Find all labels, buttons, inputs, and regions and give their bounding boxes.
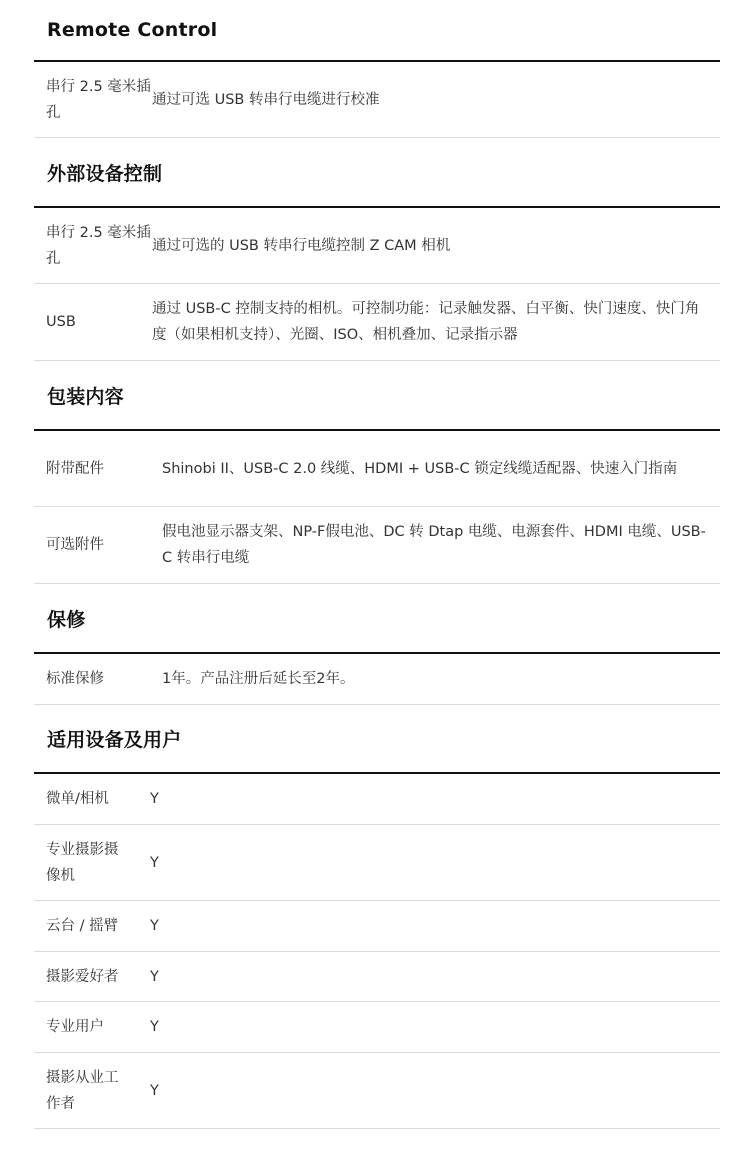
spec-value: 通过可选的 USB 转串行电缆控制 Z CAM 相机 [152,237,451,254]
section-applicable-users [34,705,720,1129]
spec-row [34,507,720,584]
spec-label: 微单/相机 [46,791,109,807]
spec-label: 串行 2.5 毫米插孔 [46,224,151,267]
spec-row [34,431,720,507]
section-title: Remote Control [34,0,720,62]
spec-label: 可选附件 [46,537,104,553]
spec-value: Y [150,918,159,934]
spec-value: 1年。产品注册后延长至2年。 [162,671,355,687]
spec-row [34,208,720,284]
spec-label: USB [46,314,76,330]
spec-value: Y [150,854,159,871]
spec-label: 标准保修 [46,671,104,687]
spec-value: 假电池显示器支架、NP-F假电池、DC 转 Dtap 电缆、电源套件、HDMI 电缆、USB-C 转串行电缆 [162,524,706,566]
spec-row [34,1002,720,1053]
spec-row [34,284,720,361]
spec-row [34,952,720,1002]
section-external-control [34,138,720,361]
spec-value: Y [150,1082,159,1099]
spec-value: 通过可选 USB 转串行电缆进行校准 [152,91,380,108]
section-title: 适用设备及用户 [34,705,720,774]
section-package-contents [34,361,720,584]
spec-value: 通过 USB-C 控制支持的相机。可控制功能：记录触发器、白平衡、快门速度、快门角度（如果相机支持）、光圈、ISO、相机叠加、记录指示器 [152,301,700,343]
spec-label: 云台 / 摇臂 [46,918,119,934]
spec-label: 专业用户 [46,1019,104,1035]
section-title: 保修 [34,584,720,654]
spec-row [34,825,720,901]
spec-label: 串行 2.5 毫米插孔 [46,78,151,121]
section-warranty [34,584,720,705]
spec-value: Y [150,1019,159,1035]
spec-label: 摄影爱好者 [46,968,119,985]
section-title: 包装内容 [34,361,720,431]
section-remote-control [34,0,720,138]
spec-row [34,1053,720,1129]
spec-value: Y [150,968,159,985]
spec-value: Y [150,791,159,807]
spec-label: 专业摄影摄像机 [46,841,119,884]
spec-label: 附带配件 [46,460,104,477]
section-title: 外部设备控制 [34,138,720,208]
spec-value: Shinobi II、USB-C 2.0 线缆、HDMI + USB-C 锁定线缆适配器、快速入门指南 [162,460,678,477]
spec-row [34,901,720,952]
spec-row [34,62,720,138]
spec-row [34,654,720,705]
spec-label: 摄影从业工作者 [46,1069,119,1112]
spec-row [34,774,720,825]
